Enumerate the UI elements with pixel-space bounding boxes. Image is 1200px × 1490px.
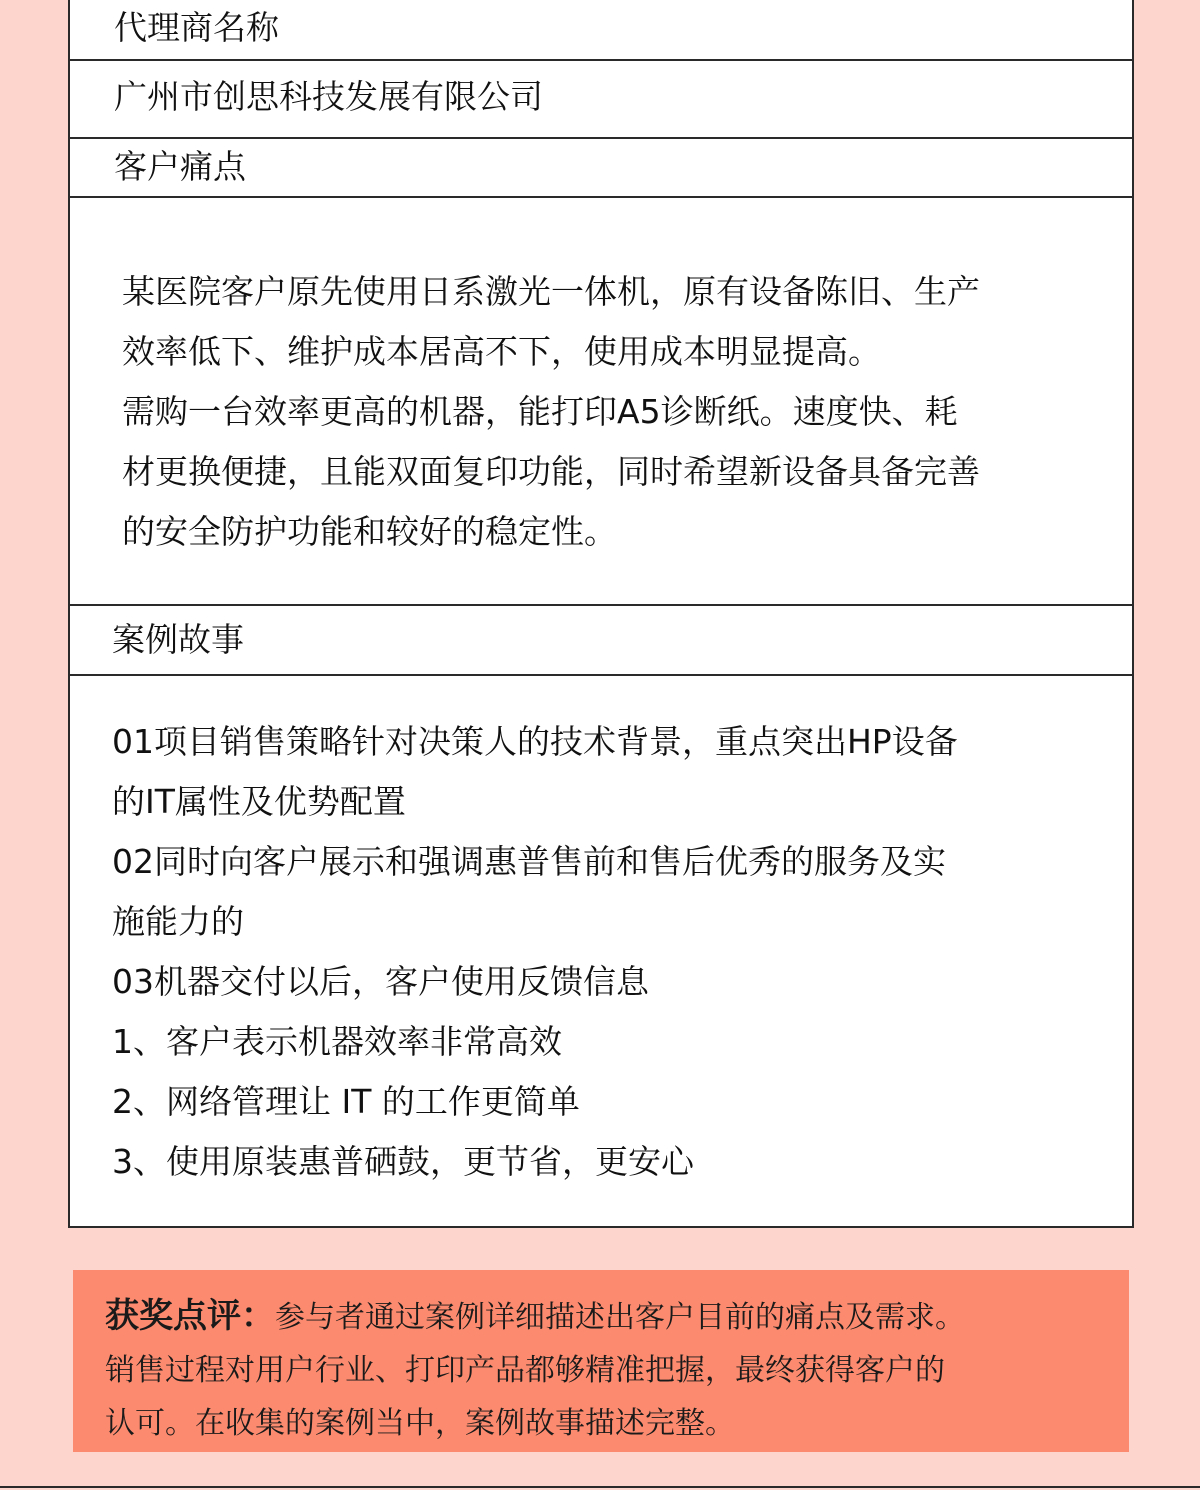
case-story-label-row [70, 604, 1132, 676]
pain-points-body-row [70, 196, 1132, 606]
award-review-text: 参与者通过案例详细描述出客户目前的痛点及需求。 [275, 1300, 965, 1335]
pain-points-line: 的安全防护功能和较好的稳定性。 [122, 512, 617, 551]
case-story-line: 01项目销售策略针对决策人的技术背景，重点突出HP设备 [112, 722, 958, 761]
award-review-line: 认可。在收集的案例当中，案例故事描述完整。 [105, 1406, 735, 1441]
case-story-line: 3、使用原装惠普硒鼓，更节省，更安心 [112, 1142, 694, 1181]
case-story-body-row [70, 674, 1132, 1228]
agent-name-value: 广州市创思科技发展有限公司 [114, 77, 543, 116]
case-story-line: 的IT属性及优势配置 [112, 782, 406, 821]
case-story-line: 03机器交付以后，客户使用反馈信息 [112, 962, 649, 1001]
case-story-label: 案例故事 [112, 620, 244, 659]
case-story-line: 2、网络管理让 IT 的工作更简单 [112, 1082, 580, 1121]
pain-points-line: 材更换便捷，且能双面复印功能，同时希望新设备具备完善 [122, 452, 980, 491]
case-story-line: 02同时向客户展示和强调惠普售前和售后优秀的服务及实 [112, 842, 946, 881]
agent-name-label-row [70, 0, 1132, 61]
pain-points-label: 客户痛点 [114, 147, 246, 186]
pain-points-label-row [70, 137, 1132, 198]
case-info-table [68, 0, 1134, 1228]
award-review-box [73, 1270, 1129, 1452]
bottom-divider [0, 1486, 1200, 1488]
pain-points-text [122, 262, 1122, 562]
agent-name-value-row [70, 59, 1132, 139]
pain-points-line: 需购一台效率更高的机器，能打印A5诊断纸。速度快、耗 [122, 392, 958, 431]
award-review-line [105, 1290, 1099, 1344]
agent-name-label: 代理商名称 [114, 8, 279, 47]
award-review-line: 销售过程对用户行业、打印产品都够精准把握，最终获得客户的 [105, 1353, 945, 1388]
case-story-line: 1、客户表示机器效率非常高效 [112, 1022, 562, 1061]
case-story-line: 施能力的 [112, 902, 244, 941]
award-review-title: 获奖点评： [105, 1296, 275, 1336]
pain-points-line: 某医院客户原先使用日系激光一体机，原有设备陈旧、生产 [122, 272, 980, 311]
pain-points-line: 效率低下、维护成本居高不下，使用成本明显提高。 [122, 332, 881, 371]
case-story-text [112, 712, 1112, 1192]
